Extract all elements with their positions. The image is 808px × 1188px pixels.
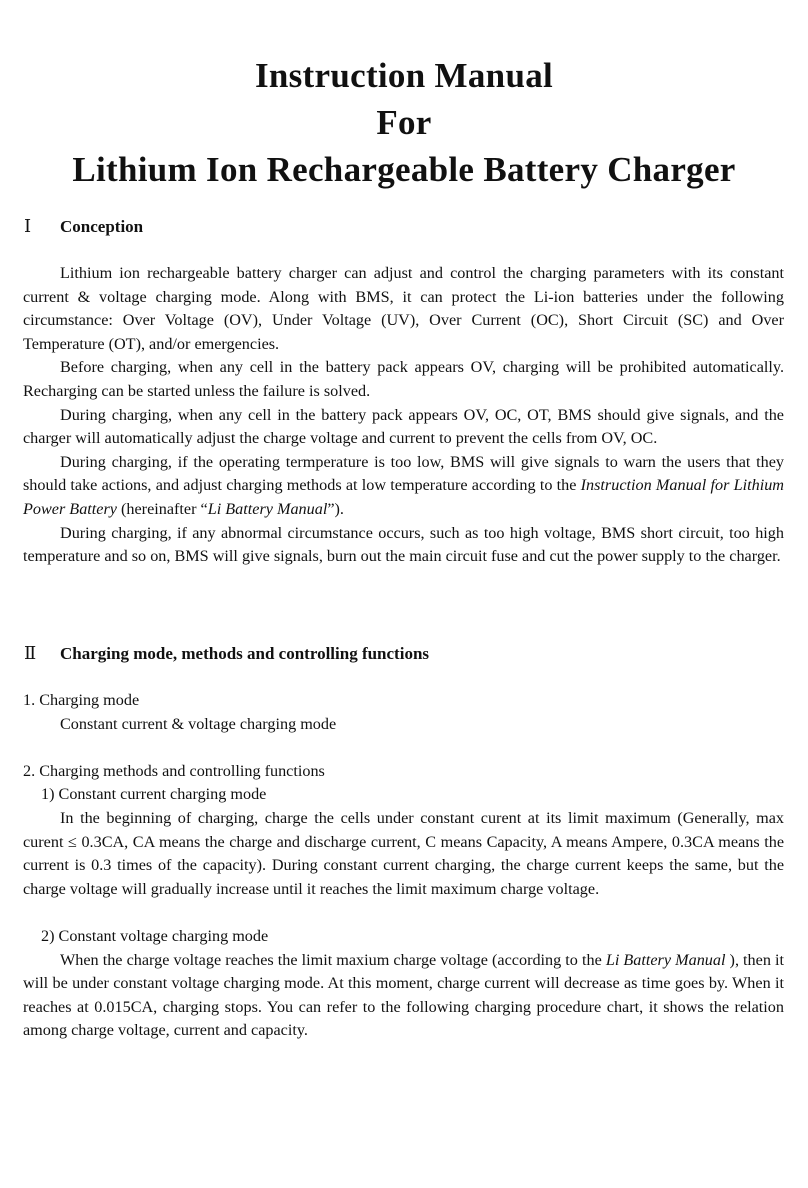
title-line-2: For: [376, 103, 432, 142]
charging-mode-label: 1. Charging mode: [23, 691, 140, 709]
section-2-body: [23, 689, 784, 1043]
constant-voltage-label: 2) Constant voltage charging mode: [41, 926, 269, 945]
p4-manual-short-title: Li Battery Manual: [207, 499, 328, 518]
section-2-number: Ⅱ: [24, 643, 37, 663]
conception-paragraph-3: During charging, when any cell in the battery pack appears OV, OC, OT, BMS should give signals, and the charger will automatically adjust the charge voltage and current to prevent the cells from OV, OC.: [23, 405, 784, 448]
conception-paragraph-4: [23, 451, 784, 522]
title-line-3: Lithium Ion Rechargeable Battery Charger: [72, 150, 736, 189]
section-2-heading: [24, 643, 429, 664]
conception-paragraph-2: Before charging, when any cell in the battery pack appears OV, charging will be prohibited automatically. Recharging can be started unless the failure is solved.: [23, 358, 784, 400]
constant-current-label: 1) Constant current charging mode: [41, 785, 267, 804]
section-1-title: Conception: [60, 217, 144, 236]
p4-text-mid: (hereinafter “: [116, 499, 208, 518]
cv-manual-title: Li Battery Manual: [605, 950, 726, 969]
document-title: [0, 52, 808, 193]
spacer: [23, 901, 784, 925]
spacer: [23, 736, 784, 760]
cv-text-post: ), then it will be under constant voltage charging mode. At this moment, charge current will decrease as time goes by. When it reaches at 0.015CA, charging stops. You can refer to the following charging procedure chart, it shows the relation among charge voltage, current and capacity.: [23, 950, 784, 1040]
section-2-title: Charging mode, methods and controlling functions: [60, 644, 430, 663]
section-1-heading: [24, 216, 143, 237]
charging-methods-label: 2. Charging methods and controlling functions: [23, 761, 325, 780]
p4-text-pre: During charging, if the operating termperature is too low, BMS will give signals to warn the users that they should take actions, and adjust charging methods at low temperature according to the: [23, 452, 784, 495]
p4-text-post: ”).: [327, 499, 344, 518]
p4-manual-title: Instruction Manual for Lithium Power Battery: [23, 476, 784, 518]
charging-mode-text: Constant current & voltage charging mode: [60, 714, 337, 733]
cv-text-pre: When the charge voltage reaches the limit maxium charge voltage (according to the: [60, 950, 606, 969]
conception-paragraph-5: During charging, if any abnormal circumstance occurs, such as too high voltage, BMS short circuit, too high temperature and so on, BMS will give signals, burn out the main circuit fuse and cut the power supply to the charger.: [23, 523, 784, 566]
title-line-1: Instruction Manual: [254, 56, 554, 95]
constant-current-text: In the beginning of charging, charge the cells under constant curent at its limit maximum (Generally, max curent ≤ 0.3CA, CA means the charge and discharge current, C means Capacity, A means Ampere, 0.3CA means the current is 0.3 times of the capacity). During constant current charging, the charge current keeps the same, but the charge voltage will gradually increase until it reaches the limit maximum charge voltage.: [23, 808, 784, 898]
section-1-number: Ⅰ: [24, 216, 32, 236]
constant-voltage-text: [23, 949, 784, 1043]
conception-paragraph-1: Lithium ion rechargeable battery charger can adjust and control the charging parameters with its constant current & voltage charging mode. Along with BMS, it can protect the Li-ion batteries under the following circumstance: Over Voltage (OV), Under Voltage (UV), Over Current (OC), Short Circuit (SC) and Over Temperature (OT), and/or emergencies.: [23, 264, 784, 353]
section-1-body: [23, 262, 784, 569]
